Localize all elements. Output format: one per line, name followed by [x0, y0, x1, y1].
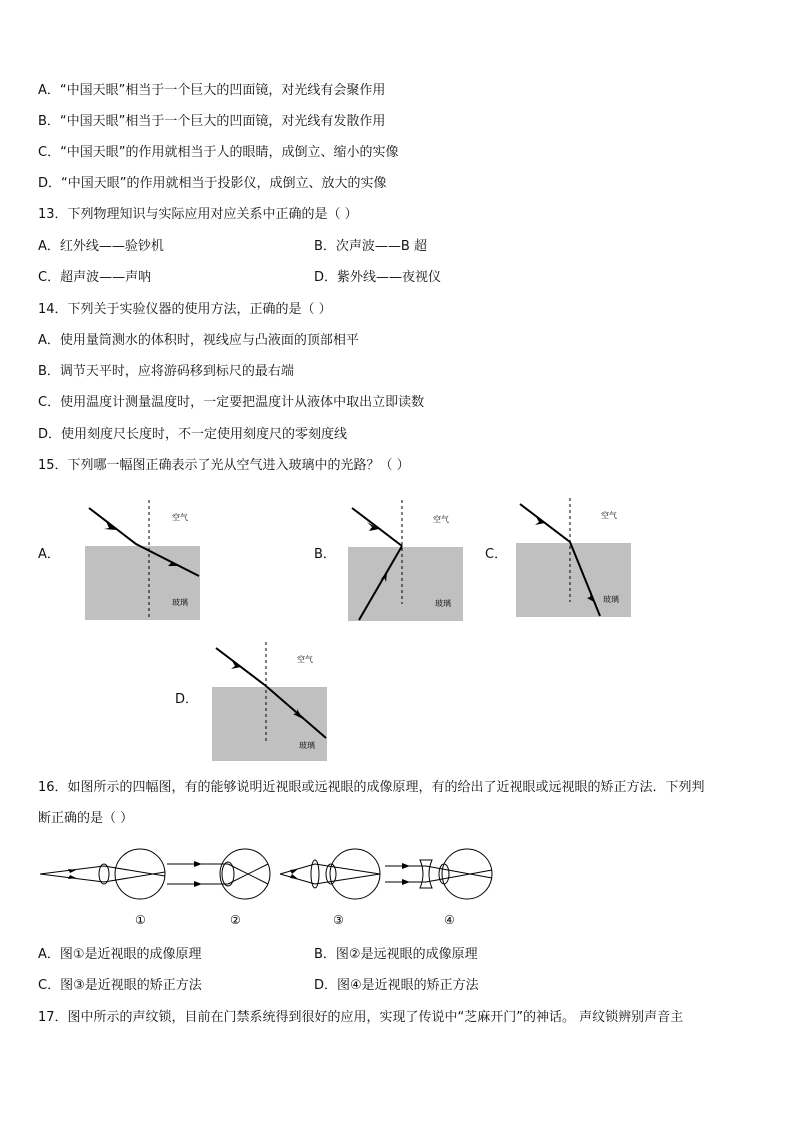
q14-option-d: D．使用刻度尺长度时，不一定使用刻度尺的零刻度线 — [38, 427, 348, 442]
q15-stem: 15．下列哪一幅图正确表示了光从空气进入玻璃中的光路？（ ） — [38, 458, 410, 473]
q15-label-b: B． — [314, 547, 336, 562]
q14-stem: 14．下列关于实验仪器的使用方法，正确的是（ ） — [38, 302, 332, 317]
figure-label-1: ① — [135, 913, 146, 927]
q13-option-b: B．次声波——B 超 — [314, 239, 427, 254]
q13-option-d: D．紫外线——夜视仪 — [314, 270, 442, 285]
glass-label: 玻璃 — [603, 595, 619, 604]
q17-stem-line1: 17．图中所示的声纹锁，目前在门禁系统得到很好的应用，实现了传说中“芝麻开门”的神话。 声纹锁辨别声音主 — [38, 1010, 684, 1025]
eye-diagram-2 — [167, 849, 270, 927]
q15-label-d: D． — [175, 692, 199, 707]
q16-option-b: B．图②是远视眼的成像原理 — [314, 947, 478, 962]
q15-diagram-b — [347, 500, 465, 624]
q12-option-c: C．“中国天眼”的作用就相当于人的眼睛，成倒立、缩小的实像 — [38, 145, 399, 160]
q15-label-c: C． — [485, 547, 508, 562]
eye-diagram-1 — [40, 849, 165, 927]
air-label: 空气 — [601, 511, 617, 520]
air-label: 空气 — [433, 515, 449, 524]
q14-option-a: A．使用量筒测水的体积时，视线应与凸液面的顶部相平 — [38, 333, 359, 348]
glass-block — [516, 543, 631, 617]
arrowhead — [104, 519, 116, 530]
q12-option-a: A．“中国天眼”相当于一个巨大的凹面镜，对光线有会聚作用 — [38, 83, 386, 98]
q15-label-a: A． — [38, 547, 60, 562]
glass-label: 玻璃 — [435, 599, 451, 608]
glass-label: 玻璃 — [299, 741, 315, 750]
incident-ray — [352, 508, 402, 546]
eye-lens — [439, 864, 449, 884]
q16-eye-diagrams — [40, 840, 500, 934]
eye-diagram-3 — [280, 849, 380, 927]
glass-label: 玻璃 — [172, 598, 188, 607]
eyeball — [330, 849, 380, 899]
arrowhead — [535, 515, 545, 525]
q12-option-b: B．“中国天眼”相当于一个巨大的凹面镜，对光线有发散作用 — [38, 114, 386, 129]
q13-option-a: A．红外线——验钞机 — [38, 239, 164, 254]
q13-option-c: C．超声波——声呐 — [38, 270, 152, 285]
figure-label-3: ③ — [333, 913, 344, 927]
q15-diagram-c — [515, 498, 633, 620]
figure-label-4: ④ — [444, 913, 455, 927]
q15-diagram-d — [211, 642, 329, 764]
q14-option-c: C．使用温度计测量温度时，一定要把温度计从液体中取出立即读数 — [38, 395, 425, 410]
q16-option-a: A．图①是近视眼的成像原理 — [38, 947, 202, 962]
q14-option-b: B．调节天平时，应将游码移到标尺的最右端 — [38, 364, 294, 379]
glass-block — [85, 546, 200, 620]
q15-diagram-a — [84, 500, 204, 622]
air-label: 空气 — [172, 513, 188, 522]
q16-stem-line1: 16．如图所示的四幅图，有的能够说明近视眼或远视眼的成像原理，有的给出了近视眼或远视眼的矫正方法．下列判 — [38, 780, 705, 795]
q16-stem-line2: 断正确的是（ ） — [38, 811, 134, 826]
eye-diagram-4 — [385, 849, 492, 927]
q12-option-d: D．“中国天眼”的作用就相当于投影仪，成倒立、放大的实像 — [38, 176, 387, 191]
air-label: 空气 — [297, 655, 313, 664]
q16-option-c: C．图③是近视眼的矫正方法 — [38, 978, 202, 993]
arrowhead — [231, 659, 241, 669]
concave-lens — [420, 860, 432, 888]
q16-option-d: D．图④是近视眼的矫正方法 — [314, 978, 479, 993]
eyeball — [220, 849, 270, 899]
eyeball — [115, 849, 165, 899]
figure-label-2: ② — [230, 913, 241, 927]
q13-stem: 13．下列物理知识与实际应用对应关系中正确的是（ ） — [38, 207, 358, 222]
